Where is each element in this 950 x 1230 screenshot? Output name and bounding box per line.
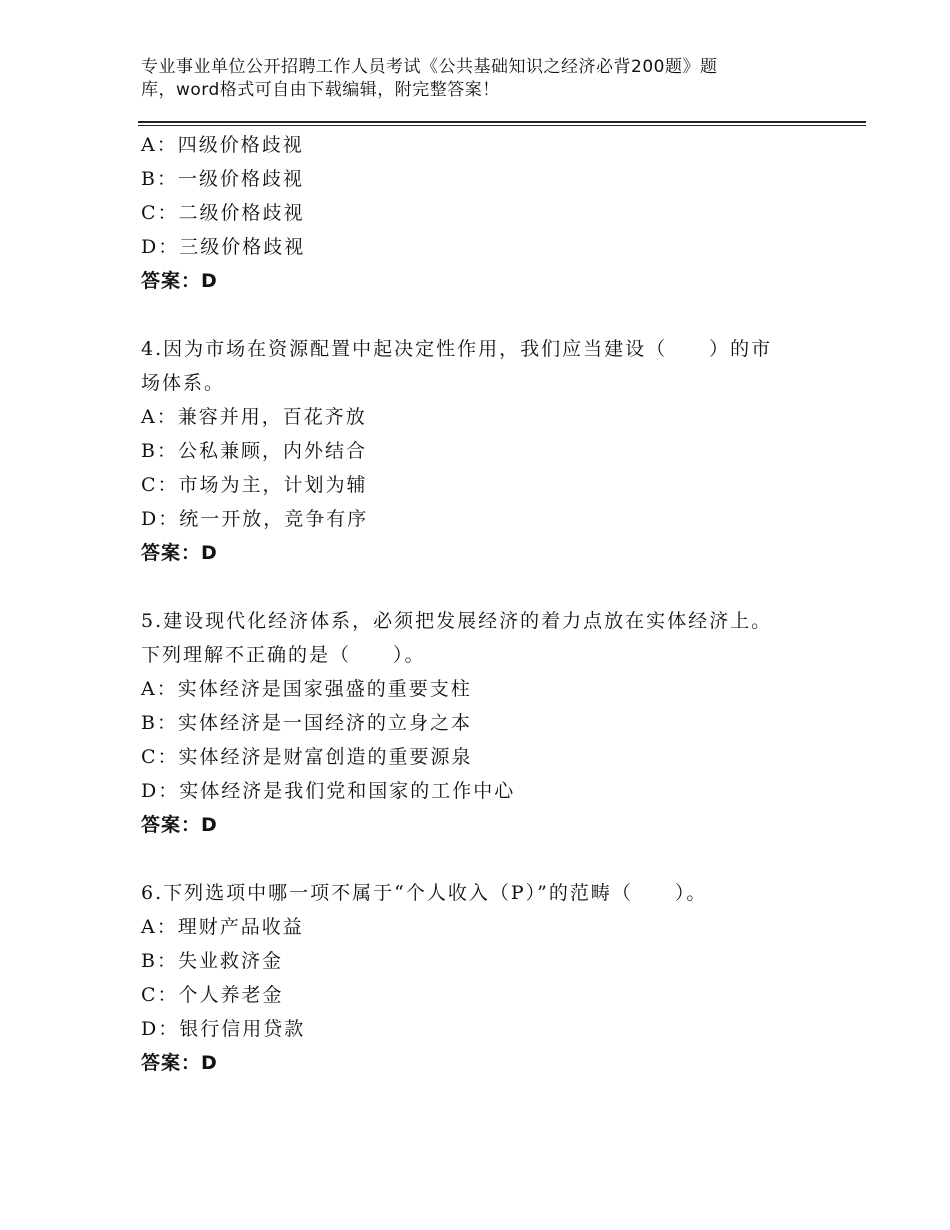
option-a: A：兼容并用，百花齐放 bbox=[141, 406, 367, 428]
document-header bbox=[141, 56, 841, 102]
option-b: B：失业救济金 bbox=[141, 950, 283, 972]
answer-line: 答案：D bbox=[141, 270, 218, 292]
header-rule-thin bbox=[138, 125, 866, 126]
option-b: B：一级价格歧视 bbox=[141, 168, 304, 190]
question-stem-continued: 下列理解不正确的是（ ）。 bbox=[141, 644, 426, 666]
question-list bbox=[141, 128, 841, 1080]
spacer bbox=[141, 298, 841, 332]
option-c: C：二级价格歧视 bbox=[141, 202, 305, 224]
option-c: C：实体经济是财富创造的重要源泉 bbox=[141, 746, 473, 768]
question-stem: 5.建设现代化经济体系，必须把发展经济的着力点放在实体经济上。 bbox=[141, 610, 773, 632]
option-a: A：理财产品收益 bbox=[141, 916, 304, 938]
question-4 bbox=[141, 332, 841, 570]
answer-line: 答案：D bbox=[141, 542, 218, 564]
option-d: D：三级价格歧视 bbox=[141, 236, 306, 258]
option-d: D：银行信用贷款 bbox=[141, 1018, 306, 1040]
option-a: A：四级价格歧视 bbox=[141, 134, 304, 156]
option-c: C：个人养老金 bbox=[141, 984, 284, 1006]
spacer bbox=[141, 570, 841, 604]
question-3 bbox=[141, 128, 841, 298]
answer-line: 答案：D bbox=[141, 1052, 218, 1074]
question-stem: 6.下列选项中哪一项不属于“个人收入（P）”的范畴（ ）。 bbox=[141, 882, 708, 904]
question-stem-continued: 场体系。 bbox=[141, 372, 226, 394]
option-b: B：公私兼顾，内外结合 bbox=[141, 440, 367, 462]
option-b: B：实体经济是一国经济的立身之本 bbox=[141, 712, 472, 734]
option-a: A：实体经济是国家强盛的重要支柱 bbox=[141, 678, 472, 700]
answer-line: 答案：D bbox=[141, 814, 218, 836]
header-line-2: 库，word格式可自由下载编辑，附完整答案！ bbox=[141, 80, 500, 100]
question-stem: 4.因为市场在资源配置中起决定性作用，我们应当建设（ ）的市 bbox=[141, 338, 773, 360]
option-d: D：统一开放，竞争有序 bbox=[141, 508, 369, 530]
spacer bbox=[141, 842, 841, 876]
header-rule-thick bbox=[138, 121, 866, 123]
option-d: D：实体经济是我们党和国家的工作中心 bbox=[141, 780, 516, 802]
header-line-1: 专业事业单位公开招聘工作人员考试《公共基础知识之经济必背200题》题 bbox=[141, 57, 718, 77]
option-c: C：市场为主，计划为辅 bbox=[141, 474, 368, 496]
question-6 bbox=[141, 876, 841, 1080]
question-5 bbox=[141, 604, 841, 842]
